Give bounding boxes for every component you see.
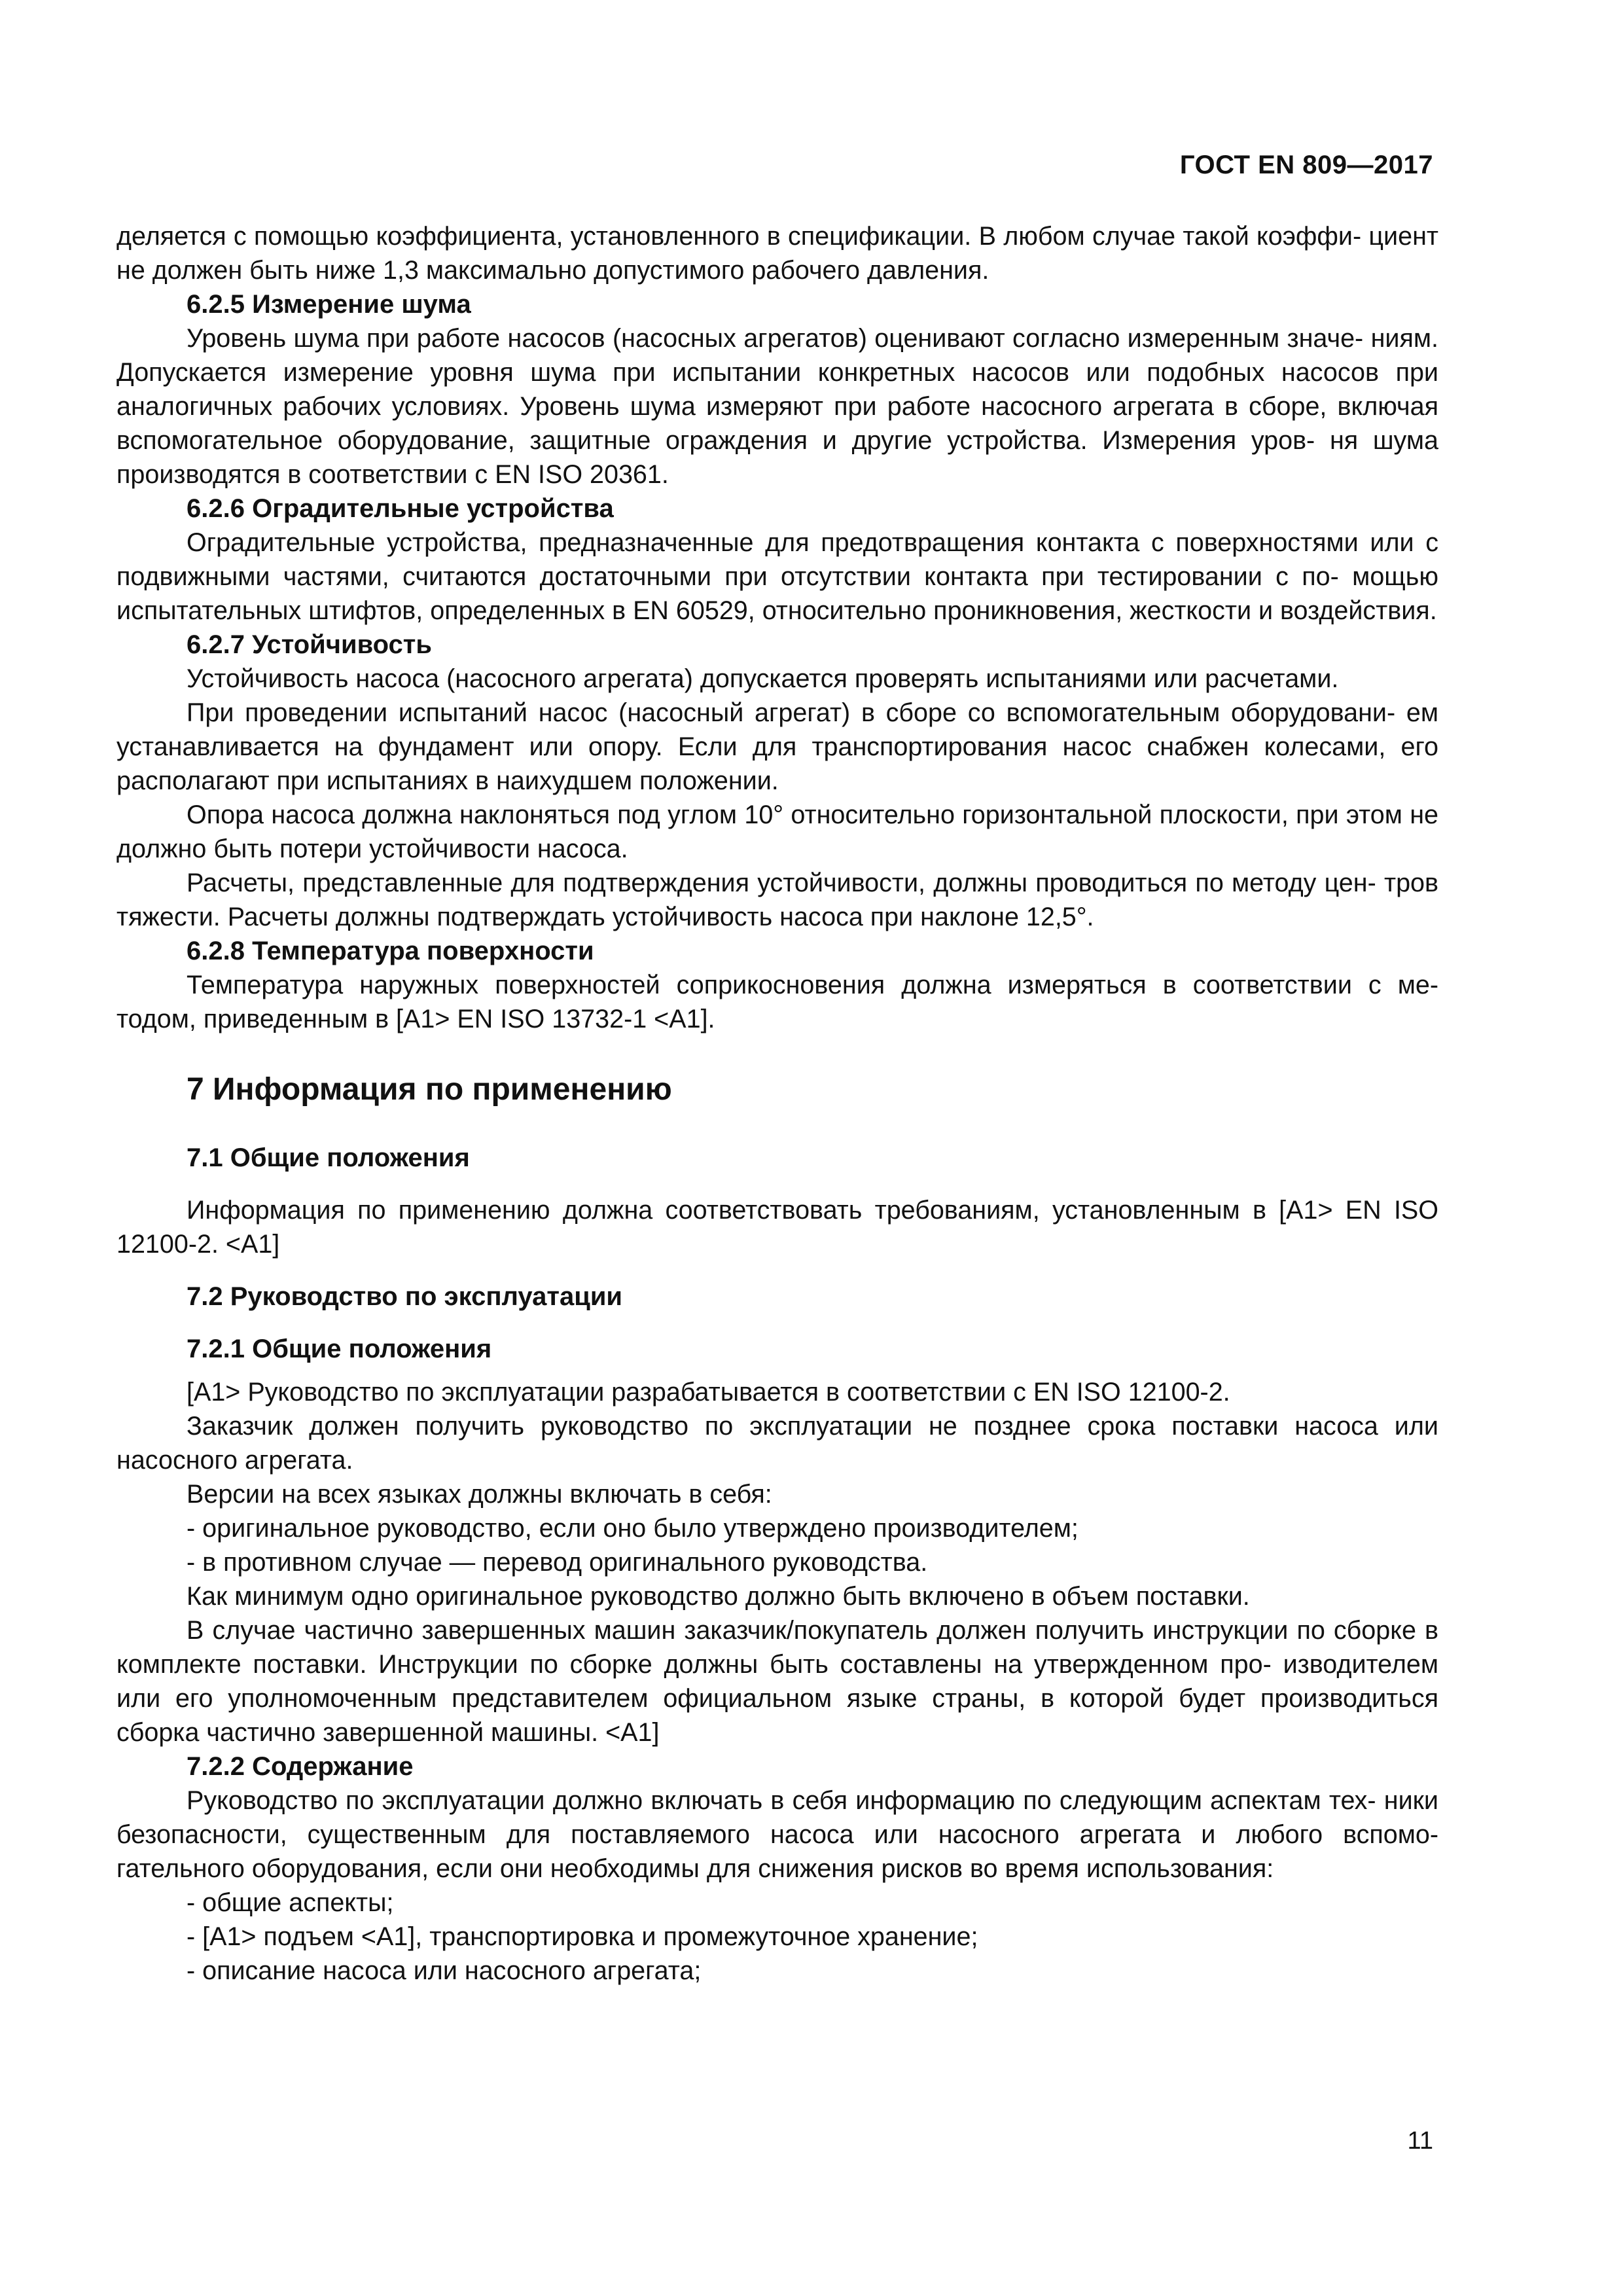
paragraph-guards: Оградительные устройства, предназначенные для предотвращения контакта с поверхностями или с подвижными частями, считаются достаточными при отсутствии контакта при тестировании с по- мощью испытательных штифтов, определенных в EN 60529, относительно проникновения, жесткости и воздействия. <box>116 528 1438 625</box>
paragraph-stability-1: Устойчивость насоса (насосного агрегата) допускается проверять испытаниями или расчетами. <box>187 664 1339 693</box>
list-item: - оригинальное руководство, если оно было утверждено производителем; <box>187 1514 1079 1543</box>
paragraph-manual-5: В случае частично завершенных машин заказчик/покупатель должен получить инструкции по сборке в комплекте поставки. Инструкции по сборке должны быть составлены на утвержденном про- изводителем или его уполномоченным представителем официальном языке страны, в которой будет производиться сборка частично завершенной машины. <A1] <box>116 1616 1438 1747</box>
heading-6-2-8: 6.2.8 Температура поверхности <box>187 937 594 965</box>
paragraph-contents: Руководство по эксплуатации должно включать в себя информацию по следующим аспектам тех- ники безопасности, существенным для поставляемого насоса или насосного агрегата и любого вспомо- гательного оборудования, если они необходимы для снижения рисков во время использования: <box>116 1786 1438 1883</box>
page-number: 11 <box>1407 2127 1433 2155</box>
document-code-header: ГОСТ EN 809—2017 <box>1179 151 1433 179</box>
paragraph-stability-4: Расчеты, представленные для подтверждения устойчивости, должны проводиться по методу цен- тров тяжести. Расчеты должны подтверждать устойчивость насоса при наклоне 12,5°. <box>116 869 1438 931</box>
list-item: - общие аспекты; <box>187 1888 394 1917</box>
heading-6-2-6: 6.2.6 Оградительные устройства <box>187 494 614 523</box>
heading-7-2-2: 7.2.2 Содержание <box>187 1752 414 1781</box>
paragraph-surface-temperature: Температура наружных поверхностей соприкосновения должна измеряться в соответствии с ме- тодом, приведенным в [A1> EN ISO 13732-1 <A1]. <box>116 971 1438 1033</box>
list-item: - в противном случае — перевод оригинального руководства. <box>187 1548 928 1577</box>
heading-7-2-1: 7.2.1 Общие положения <box>187 1335 492 1363</box>
list-item: - [A1> подъем <A1], транспортировка и промежуточное хранение; <box>187 1922 978 1951</box>
heading-7-1: 7.1 Общие положения <box>187 1143 470 1172</box>
list-item: - описание насоса или насосного агрегата; <box>187 1956 702 1985</box>
paragraph-manual-2: Заказчик должен получить руководство по эксплуатации не позднее срока поставки насоса или насосного агрегата. <box>116 1412 1438 1475</box>
paragraph-manual-4: Как минимум одно оригинальное руководство должно быть включено в объем поставки. <box>187 1582 1250 1611</box>
paragraph-stability-3: Опора насоса должна наклоняться под углом 10° относительно горизонтальной плоскости, при этом не должно быть потери устойчивости насоса. <box>116 800 1438 863</box>
paragraph-general: Информация по применению должна соответствовать требованиям, установленным в [A1> EN ISO 12100-2. <A1] <box>116 1196 1438 1259</box>
heading-section-7: 7 Информация по применению <box>187 1072 672 1107</box>
paragraph-noise: Уровень шума при работе насосов (насосных агрегатов) оценивают согласно измеренным значе- ниям. Допускается измерение уровня шума при испытании конкретных насосов или подобных насосов при аналогичных рабочих условиях. Уровень шума измеряют при работе насосного агрегата в сборе, включая вспомогательное оборудование, защитные ограждения и другие устройства. Измерения уров- ня шума производятся в соответствии с EN ISO 20361. <box>116 324 1438 489</box>
page-body <box>116 219 1438 1988</box>
heading-7-2: 7.2 Руководство по эксплуатации <box>187 1282 622 1311</box>
continued-paragraph: деляется с помощью коэффициента, установленного в спецификации. В любом случае такой коэффи- циент не должен быть ниже 1,3 максимально допустимого рабочего давления. <box>116 222 1438 285</box>
paragraph-stability-2: При проведении испытаний насос (насосный агрегат) в сборе со вспомогательным оборудовани- ем устанавливается на фундамент или опору. Если для транспортирования насос снабжен колесами, его располагают при испытаниях в наихудшем положении. <box>116 698 1438 795</box>
paragraph-manual-3: Версии на всех языках должны включать в себя: <box>187 1480 772 1509</box>
paragraph-manual-1: [A1> Руководство по эксплуатации разрабатывается в соответствии с EN ISO 12100-2. <box>187 1378 1230 1407</box>
heading-6-2-5: 6.2.5 Измерение шума <box>187 290 471 319</box>
heading-6-2-7: 6.2.7 Устойчивость <box>187 630 432 659</box>
